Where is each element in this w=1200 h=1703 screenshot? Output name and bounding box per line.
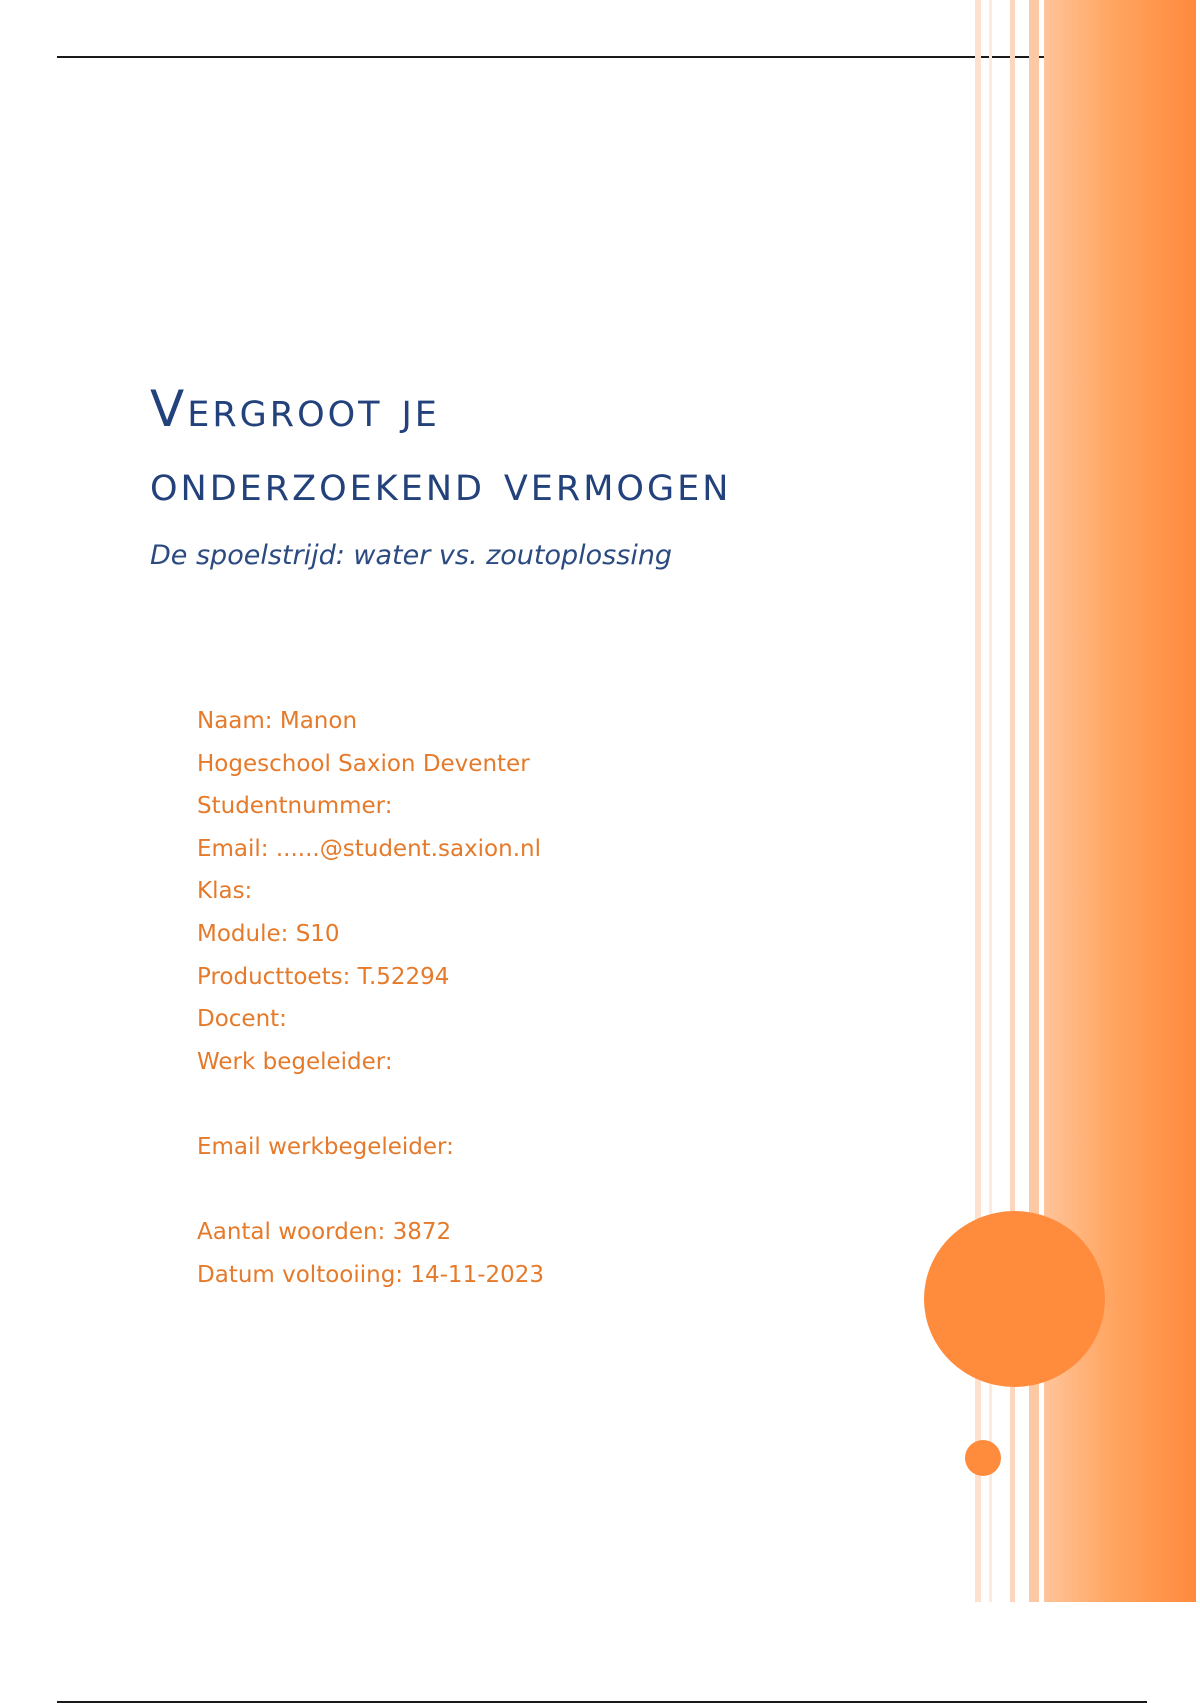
large-orange-circle: [924, 1211, 1105, 1387]
info-producttoets: Producttoets: T.52294: [197, 963, 450, 990]
info-naam: Naam: Manon: [197, 708, 358, 734]
top-rule: [57, 56, 1045, 58]
info-aantal-woorden: Aantal woorden: 3872: [197, 1219, 452, 1246]
info-studentnummer: Studentnummer:: [197, 793, 393, 820]
info-docent: Docent:: [197, 1006, 287, 1033]
info-email-werkbegeleider: Email werkbegeleider:: [197, 1133, 454, 1160]
document-title: [150, 372, 731, 520]
info-spacer: [197, 1083, 544, 1126]
info-werkbegeleider: Werk begeleider:: [197, 1048, 393, 1075]
small-orange-circle: [965, 1440, 1001, 1476]
info-spacer: [197, 1169, 544, 1212]
info-klas: Klas:: [197, 878, 253, 905]
title-line-2: onderzoekend vermogen: [150, 454, 732, 512]
info-email: Email: ......@student.saxion.nl: [197, 835, 541, 862]
info-module: Module: S10: [197, 920, 340, 947]
student-info-list: [197, 700, 544, 1296]
info-datum: Datum voltooiing: 14-11-2023: [197, 1261, 545, 1288]
title-line-1: Vergroot je: [150, 380, 440, 438]
document-subtitle: De spoelstrijd: water vs. zoutoplossing: [150, 540, 673, 571]
info-school: Hogeschool Saxion Deventer: [197, 750, 530, 777]
